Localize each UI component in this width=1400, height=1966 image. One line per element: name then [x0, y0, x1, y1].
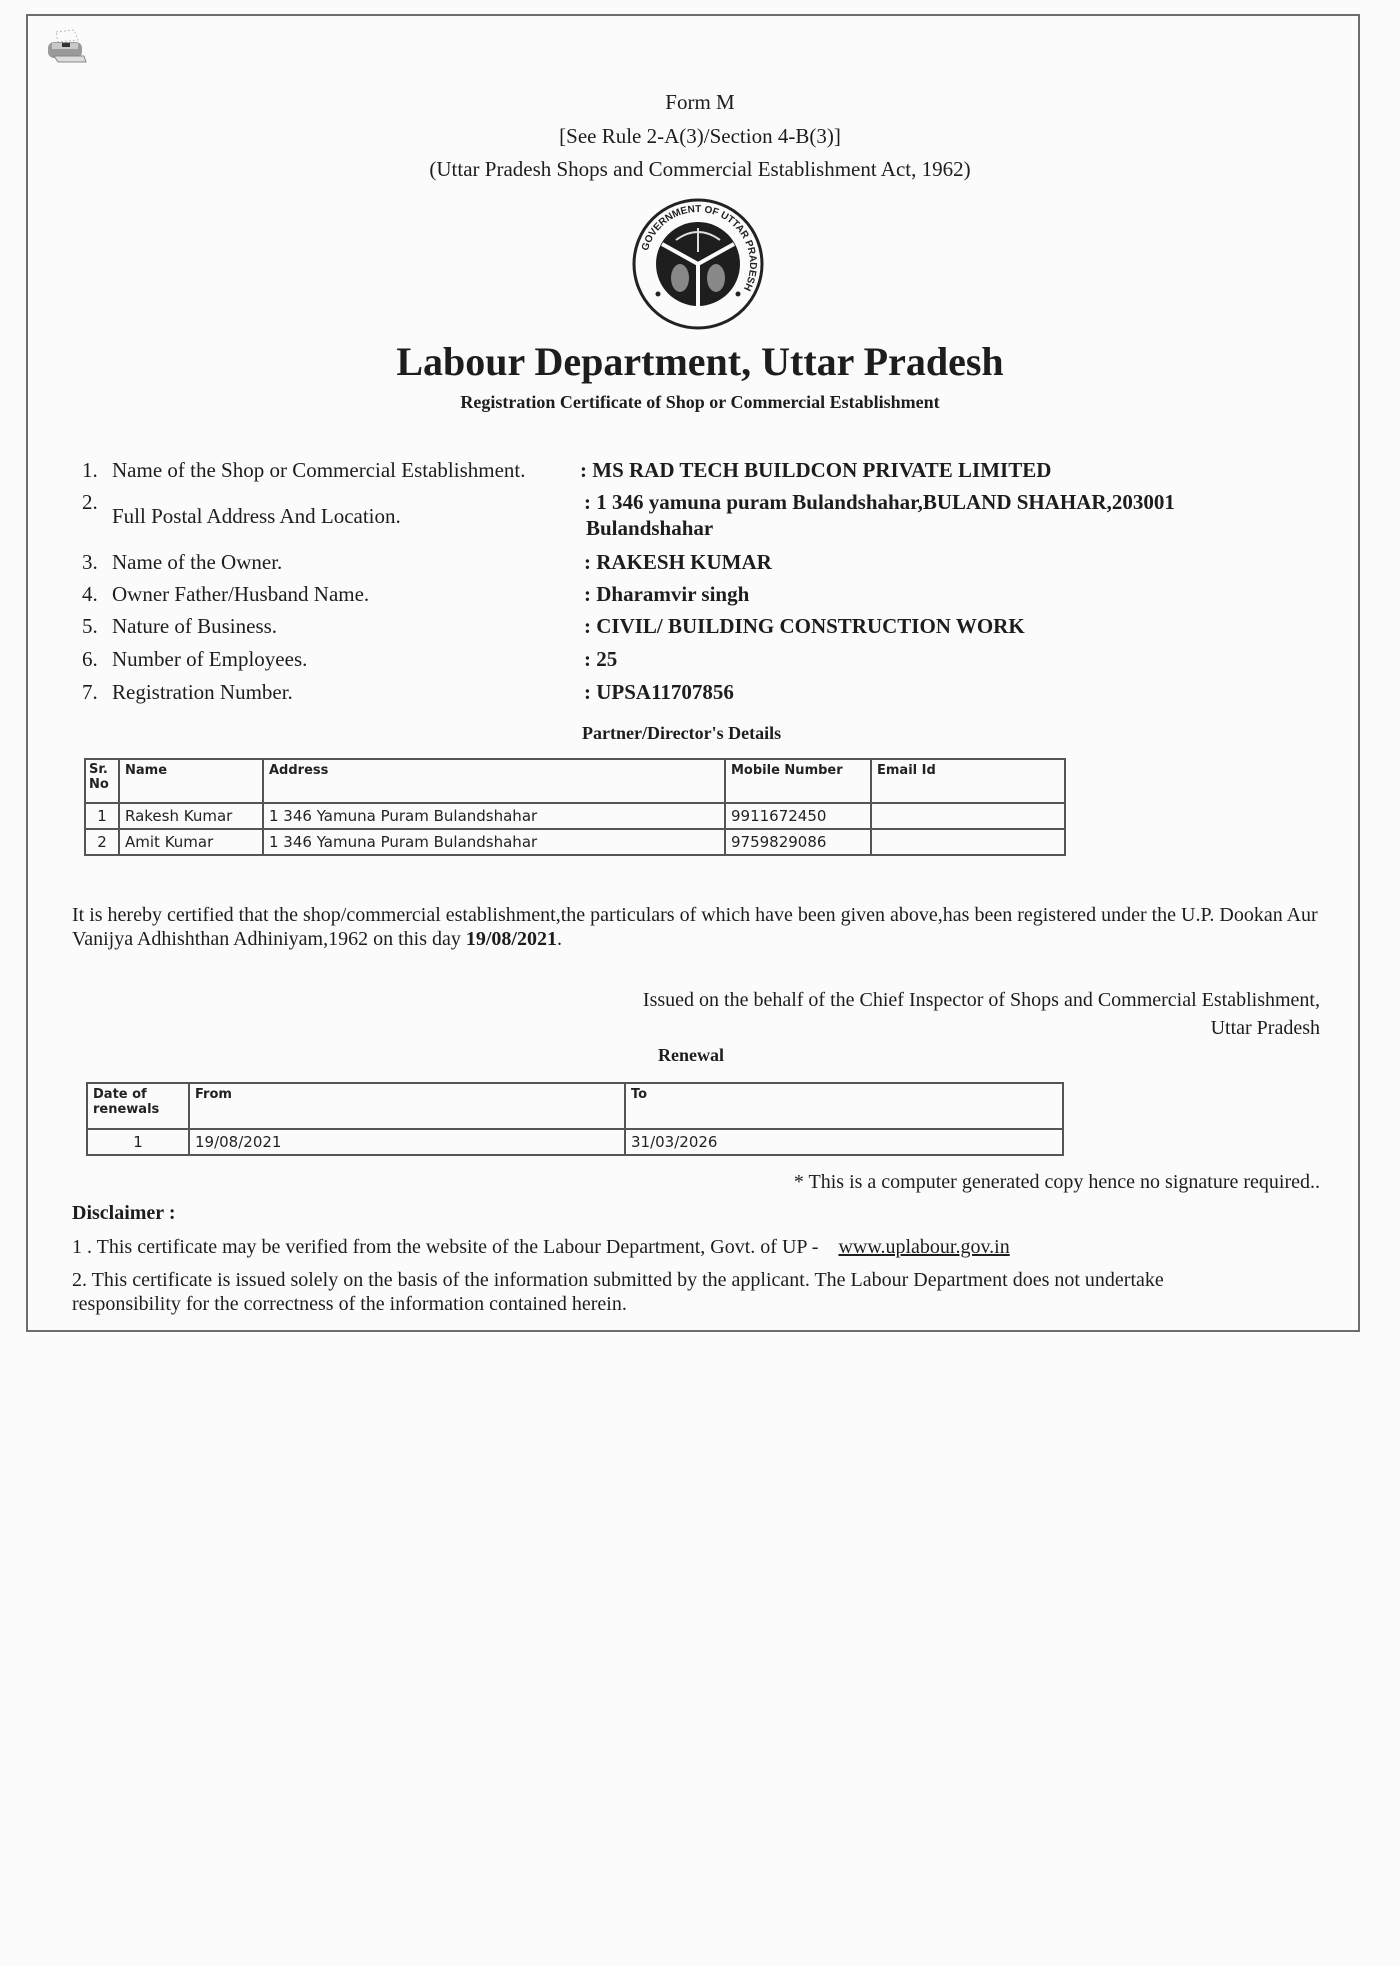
table-row	[85, 829, 1065, 855]
detail-num-address: 2.	[82, 490, 98, 514]
col-header-mobile: Mobile Number	[725, 759, 871, 803]
detail-value-business: : CIVIL/ BUILDING CONSTRUCTION WORK	[584, 614, 1025, 638]
table-header-row	[87, 1083, 1063, 1129]
registration-date: 19/08/2021	[465, 928, 557, 950]
col-header-date-of-renewals: Date of renewals	[87, 1083, 189, 1129]
col-header-sr-no: Sr. No	[85, 759, 119, 803]
detail-value-address-line2: Bulandshahar	[586, 516, 714, 540]
detail-value-owner: : RAKESH KUMAR	[584, 550, 772, 574]
emblem-text: GOVERNMENT OF UTTAR PRADESH	[639, 203, 759, 293]
certification-text: It is hereby certified that the shop/commercial establishment,the particulars of which have been given above,has been registered under the U.P. Dookan Aur Vanijya Adhishthan Adhiniyam,1962 on this day 19/08/2021.	[72, 904, 1318, 950]
rule-reference: [See Rule 2-A(3)/Section 4-B(3)]	[559, 124, 841, 148]
renewal-table	[86, 1082, 1064, 1156]
cell-mobile: 9911672450	[725, 803, 871, 829]
form-name: Form M	[665, 90, 735, 114]
uplabour-website-link[interactable]: www.uplabour.gov.in	[838, 1236, 1010, 1258]
disclaimer-item-2: 2. This certificate is issued solely on the basis of the information submitted by the applicant. The Labour Department does not undertake responsibility for the correctness of the information contained herein.	[72, 1269, 1164, 1315]
table-row	[87, 1129, 1063, 1155]
col-header-address: Address	[263, 759, 725, 803]
cell-address: 1 346 Yamuna Puram Bulandshahar	[263, 803, 725, 829]
cell-sr-no: 1	[85, 803, 119, 829]
computer-generated-note: * This is a computer generated copy hence no signature required..	[793, 1171, 1320, 1193]
cell-name: Amit Kumar	[119, 829, 263, 855]
detail-label-father-husband: 4. Owner Father/Husband Name.	[82, 582, 370, 606]
detail-label-registration: 7. Registration Number.	[82, 680, 293, 704]
cell-from: 19/08/2021	[189, 1129, 625, 1155]
cell-sr-no: 2	[85, 829, 119, 855]
cell-renewal-no: 1	[87, 1129, 189, 1155]
act-reference: (Uttar Pradesh Shops and Commercial Establishment Act, 1962)	[429, 157, 971, 181]
cell-email	[871, 829, 1065, 855]
partners-heading: Partner/Director's Details	[582, 723, 782, 743]
table-header-row	[85, 759, 1065, 803]
detail-label-shop-name: 1. Name of the Shop or Commercial Establishment.	[82, 458, 526, 482]
detail-label-address: Full Postal Address And Location.	[112, 504, 401, 528]
col-header-name: Name	[119, 759, 263, 803]
partners-table	[84, 758, 1066, 856]
up-government-emblem	[630, 196, 766, 332]
col-header-email: Email Id	[871, 759, 1065, 803]
cell-name: Rakesh Kumar	[119, 803, 263, 829]
detail-label-business: 5. Nature of Business.	[82, 614, 278, 638]
detail-label-owner: 3. Name of the Owner.	[82, 550, 283, 574]
printer-icon[interactable]	[44, 28, 88, 66]
detail-value-father-husband: : Dharamvir singh	[584, 582, 750, 606]
table-row	[85, 803, 1065, 829]
cell-email	[871, 803, 1065, 829]
cell-address: 1 346 Yamuna Puram Bulandshahar	[263, 829, 725, 855]
cell-mobile: 9759829086	[725, 829, 871, 855]
issued-by: Issued on the behalf of the Chief Inspector of Shops and Commercial Establishment, Uttar Pradesh	[642, 989, 1320, 1039]
detail-value-employees: : 25	[584, 647, 618, 671]
disclaimer-heading: Disclaimer :	[72, 1202, 176, 1224]
page-subtitle: Registration Certificate of Shop or Commercial Establishment	[460, 392, 940, 412]
detail-value-registration: : UPSA11707856	[584, 680, 734, 704]
col-header-to: To	[625, 1083, 1063, 1129]
detail-value-shop-name: : MS RAD TECH BUILDCON PRIVATE LIMITED	[580, 458, 1052, 482]
detail-value-address: : 1 346 yamuna puram Bulandshahar,BULAND SHAHAR,203001	[584, 490, 1175, 514]
detail-label-employees: 6. Number of Employees.	[82, 647, 308, 671]
renewal-heading: Renewal	[658, 1045, 724, 1065]
cell-to: 31/03/2026	[625, 1129, 1063, 1155]
col-header-from: From	[189, 1083, 625, 1129]
page-title: Labour Department, Uttar Pradesh	[396, 339, 1004, 384]
disclaimer-item-1: 1 . This certificate may be verified from the website of the Labour Department, Govt. of UP - www.uplabour.gov.in	[72, 1236, 1010, 1258]
